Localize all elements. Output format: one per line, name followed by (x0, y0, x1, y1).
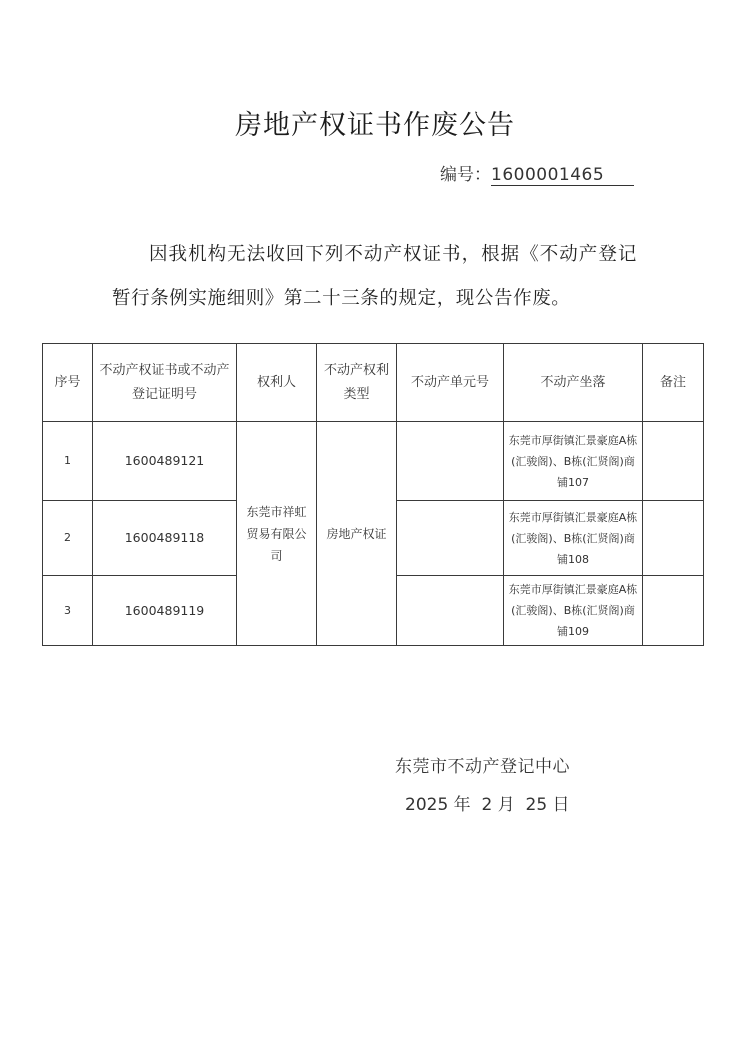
announcement-body: 因我机构无法收回下列不动产权证书，根据《不动产登记暂行条例实施细则》第二十三条的规定，现公告作废。 (112, 244, 637, 309)
row-remark (643, 501, 704, 576)
right-holder: 东莞市祥虹贸易有限公司 (237, 422, 317, 646)
header-holder: 权利人 (237, 344, 317, 422)
row-cert: 1600489118 (93, 501, 237, 576)
header-seq: 序号 (43, 344, 93, 422)
row-unit (397, 501, 504, 576)
certificate-table (42, 343, 704, 646)
document-number-value: 1600001465 (491, 165, 634, 186)
row-unit (397, 422, 504, 501)
header-cert: 不动产权证书或不动产登记证明号 (93, 344, 237, 422)
document-number (440, 160, 634, 186)
header-type: 不动产权利类型 (317, 344, 397, 422)
table-row (43, 422, 704, 501)
row-seq: 2 (43, 501, 93, 576)
table-header-row (43, 344, 704, 422)
header-remark: 备注 (643, 344, 704, 422)
issuing-organization: 东莞市不动产登记中心 (395, 757, 570, 777)
right-type: 房地产权证 (317, 422, 397, 646)
row-location: 东莞市厚街镇汇景豪庭A栋(汇骏阁)、B栋(汇贤阁)商铺107 (504, 422, 643, 501)
row-seq: 1 (43, 422, 93, 501)
document-number-label: 编号： (440, 165, 491, 185)
issue-date: 2025 年 2 月 25 日 (405, 795, 570, 815)
row-remark (643, 576, 704, 646)
row-cert: 1600489121 (93, 422, 237, 501)
header-unit: 不动产单元号 (397, 344, 504, 422)
row-location: 东莞市厚街镇汇景豪庭A栋(汇骏阁)、B栋(汇贤阁)商铺109 (504, 576, 643, 646)
row-seq: 3 (43, 576, 93, 646)
row-location: 东莞市厚街镇汇景豪庭A栋(汇骏阁)、B栋(汇贤阁)商铺108 (504, 501, 643, 576)
header-location: 不动产坐落 (504, 344, 643, 422)
row-remark (643, 422, 704, 501)
row-cert: 1600489119 (93, 576, 237, 646)
row-unit (397, 576, 504, 646)
document-title: 房地产权证书作废公告 (235, 110, 515, 141)
